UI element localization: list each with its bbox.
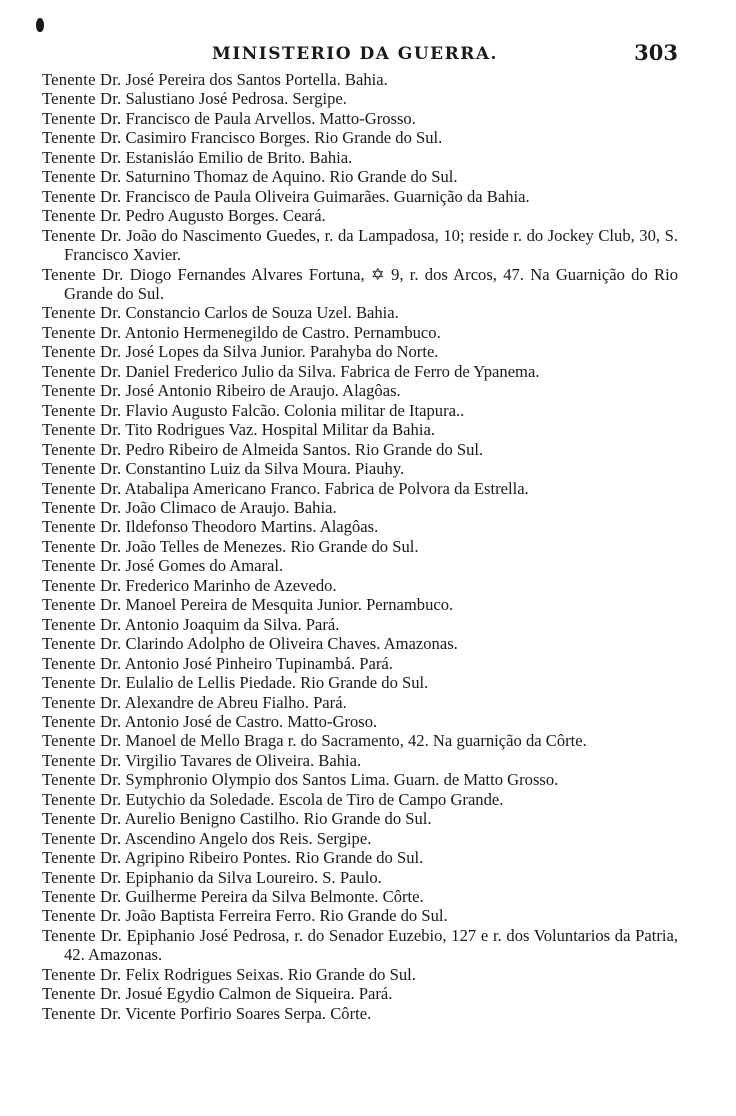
list-item (42, 303, 678, 322)
list-item (42, 654, 678, 673)
entry-rank: Tenente Dr. (42, 595, 122, 615)
entry-text: Salustiano José Pedrosa. Sergipe. (125, 89, 347, 109)
entry-rank: Tenente Dr. (42, 381, 122, 401)
entry-text: Diogo Fernandes Alvares Fortuna, ✡ 9, r. dos Arcos, 47. Na Guarnição do Rio Grande do Sul. (64, 264, 678, 303)
entry-text: Felix Rodrigues Seixas. Rio Grande do Sul. (125, 964, 416, 984)
entry-text: Antonio Hermenegildo de Castro. Pernambuco. (124, 322, 441, 342)
entry-rank: Tenente Dr. (42, 400, 122, 420)
list-item (42, 868, 678, 887)
entry-rank: Tenente Dr. (42, 634, 122, 654)
list-item (42, 109, 678, 128)
entry-rank: Tenente Dr. (42, 361, 122, 381)
entry-rank: Tenente Dr. (42, 848, 122, 868)
list-item (42, 576, 678, 595)
entry-rank: Tenente Dr. (42, 497, 122, 517)
entry-rank: Tenente Dr. (42, 186, 122, 206)
entry-rank: Tenente Dr. (42, 867, 122, 887)
entry-rank: Tenente Dr. (42, 89, 122, 109)
entry-text: João Baptista Ferreira Ferro. Rio Grande do Sul. (125, 906, 448, 926)
entry-rank: Tenente Dr. (42, 303, 122, 323)
list-item (42, 187, 678, 206)
list-item (42, 459, 678, 478)
entry-text: Atabalipa Americano Franco. Fabrica de Polvora da Estrella. (124, 478, 529, 498)
entry-rank: Tenente Dr. (42, 536, 122, 556)
entry-text: Antonio José Pinheiro Tupinambá. Pará. (124, 653, 393, 673)
list-item (42, 479, 678, 498)
entry-text: Daniel Frederico Julio da Silva. Fabrica de Ferro de Ypanema. (125, 361, 540, 381)
entry-rank: Tenente Dr. (42, 322, 122, 342)
entry-rank: Tenente Dr. (42, 167, 122, 187)
entry-rank: Tenente Dr. (42, 925, 122, 945)
list-item (42, 984, 678, 1003)
entry-rank: Tenente Dr. (42, 70, 122, 89)
entry-text: Eutychio da Soledade. Escola de Tiro de Campo Grande. (125, 789, 504, 809)
entry-text: José Pereira dos Santos Portella. Bahia. (125, 70, 388, 89)
list-item (42, 89, 678, 108)
entry-text: Eulalio de Lellis Piedade. Rio Grande do Sul. (125, 673, 429, 693)
list-item (42, 848, 678, 867)
entry-rank: Tenente Dr. (42, 1003, 122, 1023)
entry-text: Epiphanio da Silva Loureiro. S. Paulo. (125, 867, 382, 887)
entry-text: João do Nascimento Guedes, r. da Lampadosa, 10; reside r. do Jockey Club, 30, S. Francisco Xavier. (64, 225, 678, 265)
entry-rank: Tenente Dr. (42, 906, 122, 926)
page-header (0, 40, 736, 68)
entry-rank: Tenente Dr. (42, 673, 122, 693)
entry-rank: Tenente Dr. (42, 887, 122, 907)
list-item (42, 206, 678, 225)
entry-text: Constantino Luiz da Silva Moura. Piauhy. (125, 459, 405, 479)
list-item (42, 70, 678, 89)
list-item (42, 1004, 678, 1023)
entry-rank: Tenente Dr. (42, 264, 124, 284)
list-item (42, 634, 678, 653)
list-item (42, 887, 678, 906)
entry-text: Frederico Marinho de Azevedo. (125, 575, 337, 595)
entry-rank: Tenente Dr. (42, 108, 122, 128)
entry-rank: Tenente Dr. (42, 575, 122, 595)
entry-rank: Tenente Dr. (42, 128, 122, 148)
list-item (42, 342, 678, 361)
entry-rank: Tenente Dr. (42, 809, 122, 829)
list-item (42, 693, 678, 712)
entry-text: Francisco de Paula Arvellos. Matto-Grosso. (125, 108, 416, 128)
list-item (42, 809, 678, 828)
list-item (42, 323, 678, 342)
entry-rank: Tenente Dr. (42, 556, 122, 576)
entry-text: Virgilio Tavares de Oliveira. Bahia. (125, 750, 362, 770)
list-item (42, 265, 678, 304)
entry-rank: Tenente Dr. (42, 459, 122, 479)
entry-text: Ascendino Angelo dos Reis. Sergipe. (124, 828, 372, 848)
list-item (42, 537, 678, 556)
entry-text: José Gomes do Amaral. (125, 556, 284, 576)
entry-text: Symphronio Olympio dos Santos Lima. Guarn. de Matto Grosso. (125, 770, 559, 790)
entry-text: Guilherme Pereira da Silva Belmonte. Côrte. (125, 887, 424, 907)
list-item (42, 362, 678, 381)
list-item (42, 401, 678, 420)
entry-rank: Tenente Dr. (42, 147, 122, 167)
list-item (42, 965, 678, 984)
list-item (42, 226, 678, 265)
list-item (42, 926, 678, 965)
entry-text: Constancio Carlos de Souza Uzel. Bahia. (125, 303, 399, 323)
list-item (42, 906, 678, 925)
list-item (42, 440, 678, 459)
entry-rank: Tenente Dr. (42, 964, 122, 984)
printer-mark (36, 18, 44, 32)
entry-text: Tito Rodrigues Vaz. Hospital Militar da Bahia. (125, 420, 435, 440)
entry-text: José Antonio Ribeiro de Araujo. Alagôas. (125, 381, 401, 401)
entry-text: Antonio Joaquim da Silva. Pará. (124, 614, 340, 634)
list-item (42, 770, 678, 789)
list-item (42, 128, 678, 147)
list-item (42, 381, 678, 400)
entry-text: Manoel Pereira de Mesquita Junior. Pernambuco. (125, 595, 454, 615)
entry-text: Flavio Augusto Falcão. Colonia militar de Itapura.. (125, 400, 465, 420)
entry-rank: Tenente Dr. (42, 225, 122, 245)
entry-rank: Tenente Dr. (42, 984, 122, 1004)
entry-rank: Tenente Dr. (42, 478, 122, 498)
entry-text: Saturnino Thomaz de Aquino. Rio Grande do Sul. (125, 167, 458, 187)
entry-text: Josué Egydio Calmon de Siqueira. Pará. (125, 984, 393, 1004)
list-item (42, 595, 678, 614)
list-item (42, 517, 678, 536)
list-item (42, 498, 678, 517)
entry-text: Epiphanio José Pedrosa, r. do Senador Euzebio, 127 e r. dos Voluntarios da Patria, 42. Amazonas. (64, 925, 678, 965)
entry-rank: Tenente Dr. (42, 731, 122, 751)
entry-rank: Tenente Dr. (42, 692, 122, 712)
entry-text: Ildefonso Theodoro Martins. Alagôas. (125, 517, 379, 537)
entry-rank: Tenente Dr. (42, 653, 122, 673)
list-item (42, 790, 678, 809)
officer-list (42, 70, 678, 1023)
entry-rank: Tenente Dr. (42, 789, 122, 809)
entry-rank: Tenente Dr. (42, 420, 122, 440)
entry-text: Alexandre de Abreu Fialho. Pará. (124, 692, 347, 712)
entry-text: Francisco de Paula Oliveira Guimarães. Guarnição da Bahia. (125, 186, 530, 206)
entry-text: João Telles de Menezes. Rio Grande do Sul. (125, 536, 419, 556)
list-item (42, 673, 678, 692)
entry-rank: Tenente Dr. (42, 517, 122, 537)
entry-rank: Tenente Dr. (42, 770, 122, 790)
list-item (42, 148, 678, 167)
entry-text: Manoel de Mello Braga r. do Sacramento, 42. Na guarnição da Côrte. (125, 731, 587, 751)
list-item (42, 751, 678, 770)
entry-text: Antonio José de Castro. Matto-Groso. (124, 711, 378, 731)
entry-rank: Tenente Dr. (42, 614, 122, 634)
list-item (42, 829, 678, 848)
entry-text: Aurelio Benigno Castilho. Rio Grande do Sul. (124, 809, 432, 829)
entry-text: Agripino Ribeiro Pontes. Rio Grande do Sul. (124, 848, 424, 868)
list-item (42, 420, 678, 439)
list-item (42, 615, 678, 634)
entry-rank: Tenente Dr. (42, 439, 122, 459)
entry-rank: Tenente Dr. (42, 342, 122, 362)
page-number: 303 (634, 40, 678, 65)
entry-text: Vicente Porfirio Soares Serpa. Côrte. (125, 1003, 372, 1023)
entry-text: Casimiro Francisco Borges. Rio Grande do Sul. (125, 128, 443, 148)
entry-text: João Climaco de Araujo. Bahia. (125, 497, 337, 517)
list-item (42, 556, 678, 575)
entry-rank: Tenente Dr. (42, 206, 122, 226)
entry-rank: Tenente Dr. (42, 828, 122, 848)
entry-text: Clarindo Adolpho de Oliveira Chaves. Amazonas. (125, 634, 458, 654)
entry-text: Estanisláo Emilio de Brito. Bahia. (125, 147, 353, 167)
list-item (42, 731, 678, 750)
entry-text: Pedro Ribeiro de Almeida Santos. Rio Grande do Sul. (125, 439, 484, 459)
list-item (42, 167, 678, 186)
entry-text: José Lopes da Silva Junior. Parahyba do Norte. (125, 342, 439, 362)
entry-rank: Tenente Dr. (42, 711, 122, 731)
entry-text: Pedro Augusto Borges. Ceará. (125, 206, 326, 226)
list-item (42, 712, 678, 731)
running-title: MINISTERIO DA GUERRA. (212, 44, 498, 64)
entry-rank: Tenente Dr. (42, 750, 122, 770)
